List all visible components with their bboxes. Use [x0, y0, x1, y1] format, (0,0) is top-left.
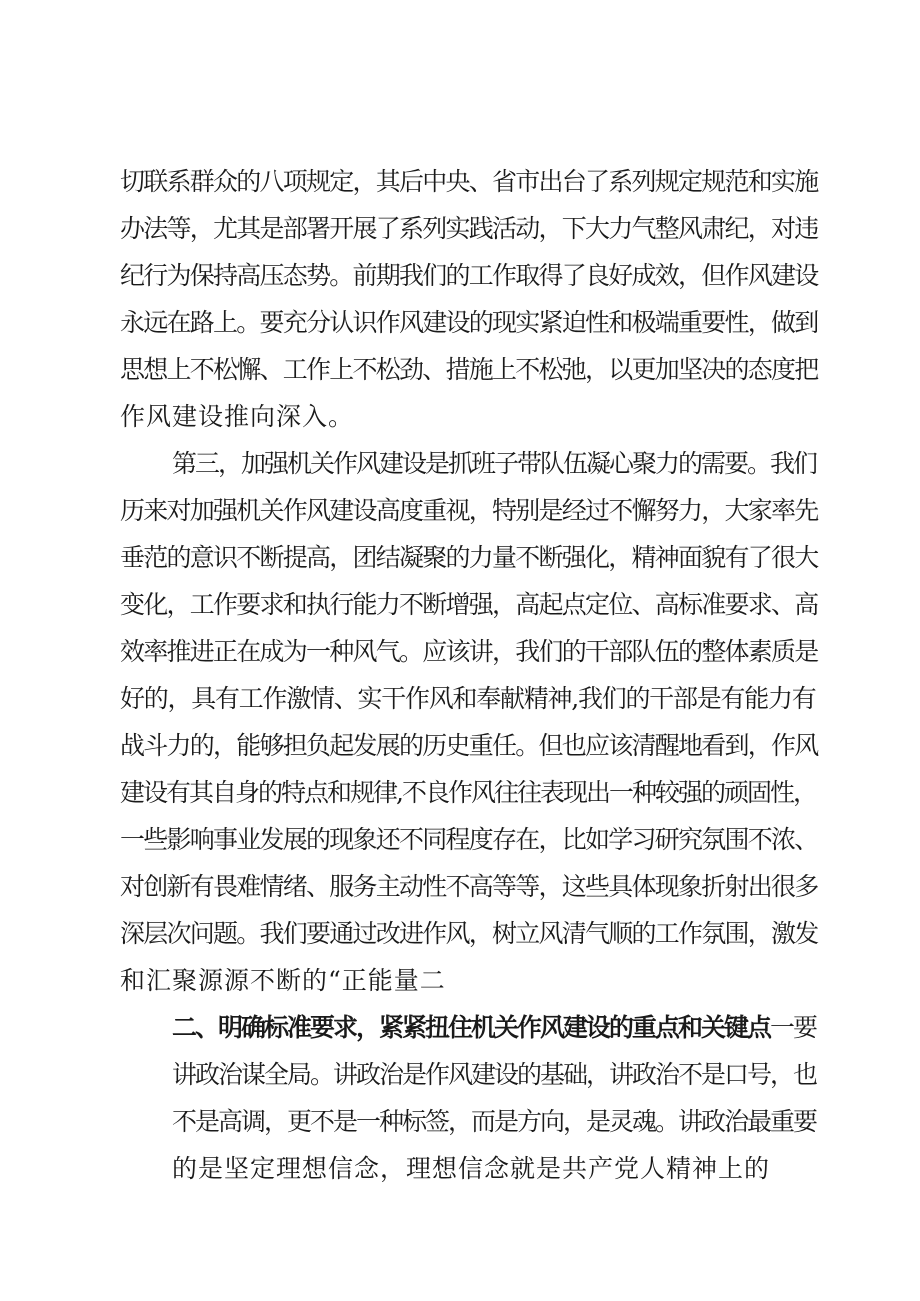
paragraph-2-line: 好的，具有工作激情、实干作风和奉献精神,我们的干部是有能力有 [120, 684, 816, 713]
paragraph-2-line: 垂范的意识不断提高，团结凝聚的力量不断强化，精神面貌有了很大 [120, 543, 818, 572]
paragraph-1-line: 办法等，尤其是部署开展了系列实践活动，下大力气整风肃纪，对违 [120, 214, 818, 243]
section-heading [172, 1013, 816, 1043]
paragraph-2-line: 建设有其自身的特点和规律,不良作风往往表现出一种较强的顽固性， [120, 778, 816, 807]
paragraph-2-line: 历来对加强机关作风建设高度重视，特别是经过不懈努力，大家率先 [120, 496, 818, 525]
paragraph-2-line: 效率推进正在成为一种风气。应该讲，我们的干部队伍的整体素质是 [120, 637, 818, 666]
paragraph-1-line: 思想上不松懈、工作上不松劲、措施上不松弛，以更加坚决的态度把 [120, 355, 818, 384]
paragraph-3-line: 的是坚定理想信念，理想信念就是共产党人精神上的 [172, 1154, 771, 1183]
paragraph-1-line: 作风建设推向深入。 [120, 402, 355, 431]
paragraph-3-line: 不是高调，更不是一种标签，而是方向，是灵魂。讲政治最重要 [172, 1107, 817, 1136]
section-heading-title: 二、明确标准要求，紧紧扭住机关作风建设的重点和关键点 [172, 1013, 771, 1042]
paragraph-3-line: 讲政治谋全局。讲政治是作风建设的基础，讲政治不是口号，也 [172, 1060, 817, 1089]
paragraph-2-line: 对创新有畏难情绪、服务主动性不高等等，这些具体现象折射出很多 [120, 872, 818, 901]
paragraph-1-line: 永远在路上。要充分认识作风建设的现实紧迫性和极端重要性，做到 [120, 308, 818, 337]
paragraph-2-line: 战斗力的，能够担负起发展的历史重任。但也应该清醒地看到，作风 [120, 731, 818, 760]
paragraph-1-line: 切联系群众的八项规定，其后中央、省市出台了系列规定规范和实施 [120, 167, 818, 196]
paragraph-2-line: 第三，加强机关作风建设是抓班子带队伍凝心聚力的需要。我们 [172, 449, 817, 478]
paragraph-2-line: 深层次问题。我们要通过改进作风，树立风清气顺的工作氛围，激发 [120, 919, 818, 948]
section-heading-tail: 一要 [770, 1013, 817, 1042]
paragraph-2-line: 一些影响事业发展的现象还不同程度存在，比如学习研究氛围不浓、 [120, 825, 818, 854]
paragraph-2-line: 变化，工作要求和执行能力不断增强，高起点定位、高标准要求、高 [120, 590, 818, 619]
paragraph-1-line: 纪行为保持高压态势。前期我们的工作取得了良好成效，但作风建设 [120, 261, 818, 290]
paragraph-2-line: 和汇聚源源不断的“正能量二 [120, 966, 446, 995]
